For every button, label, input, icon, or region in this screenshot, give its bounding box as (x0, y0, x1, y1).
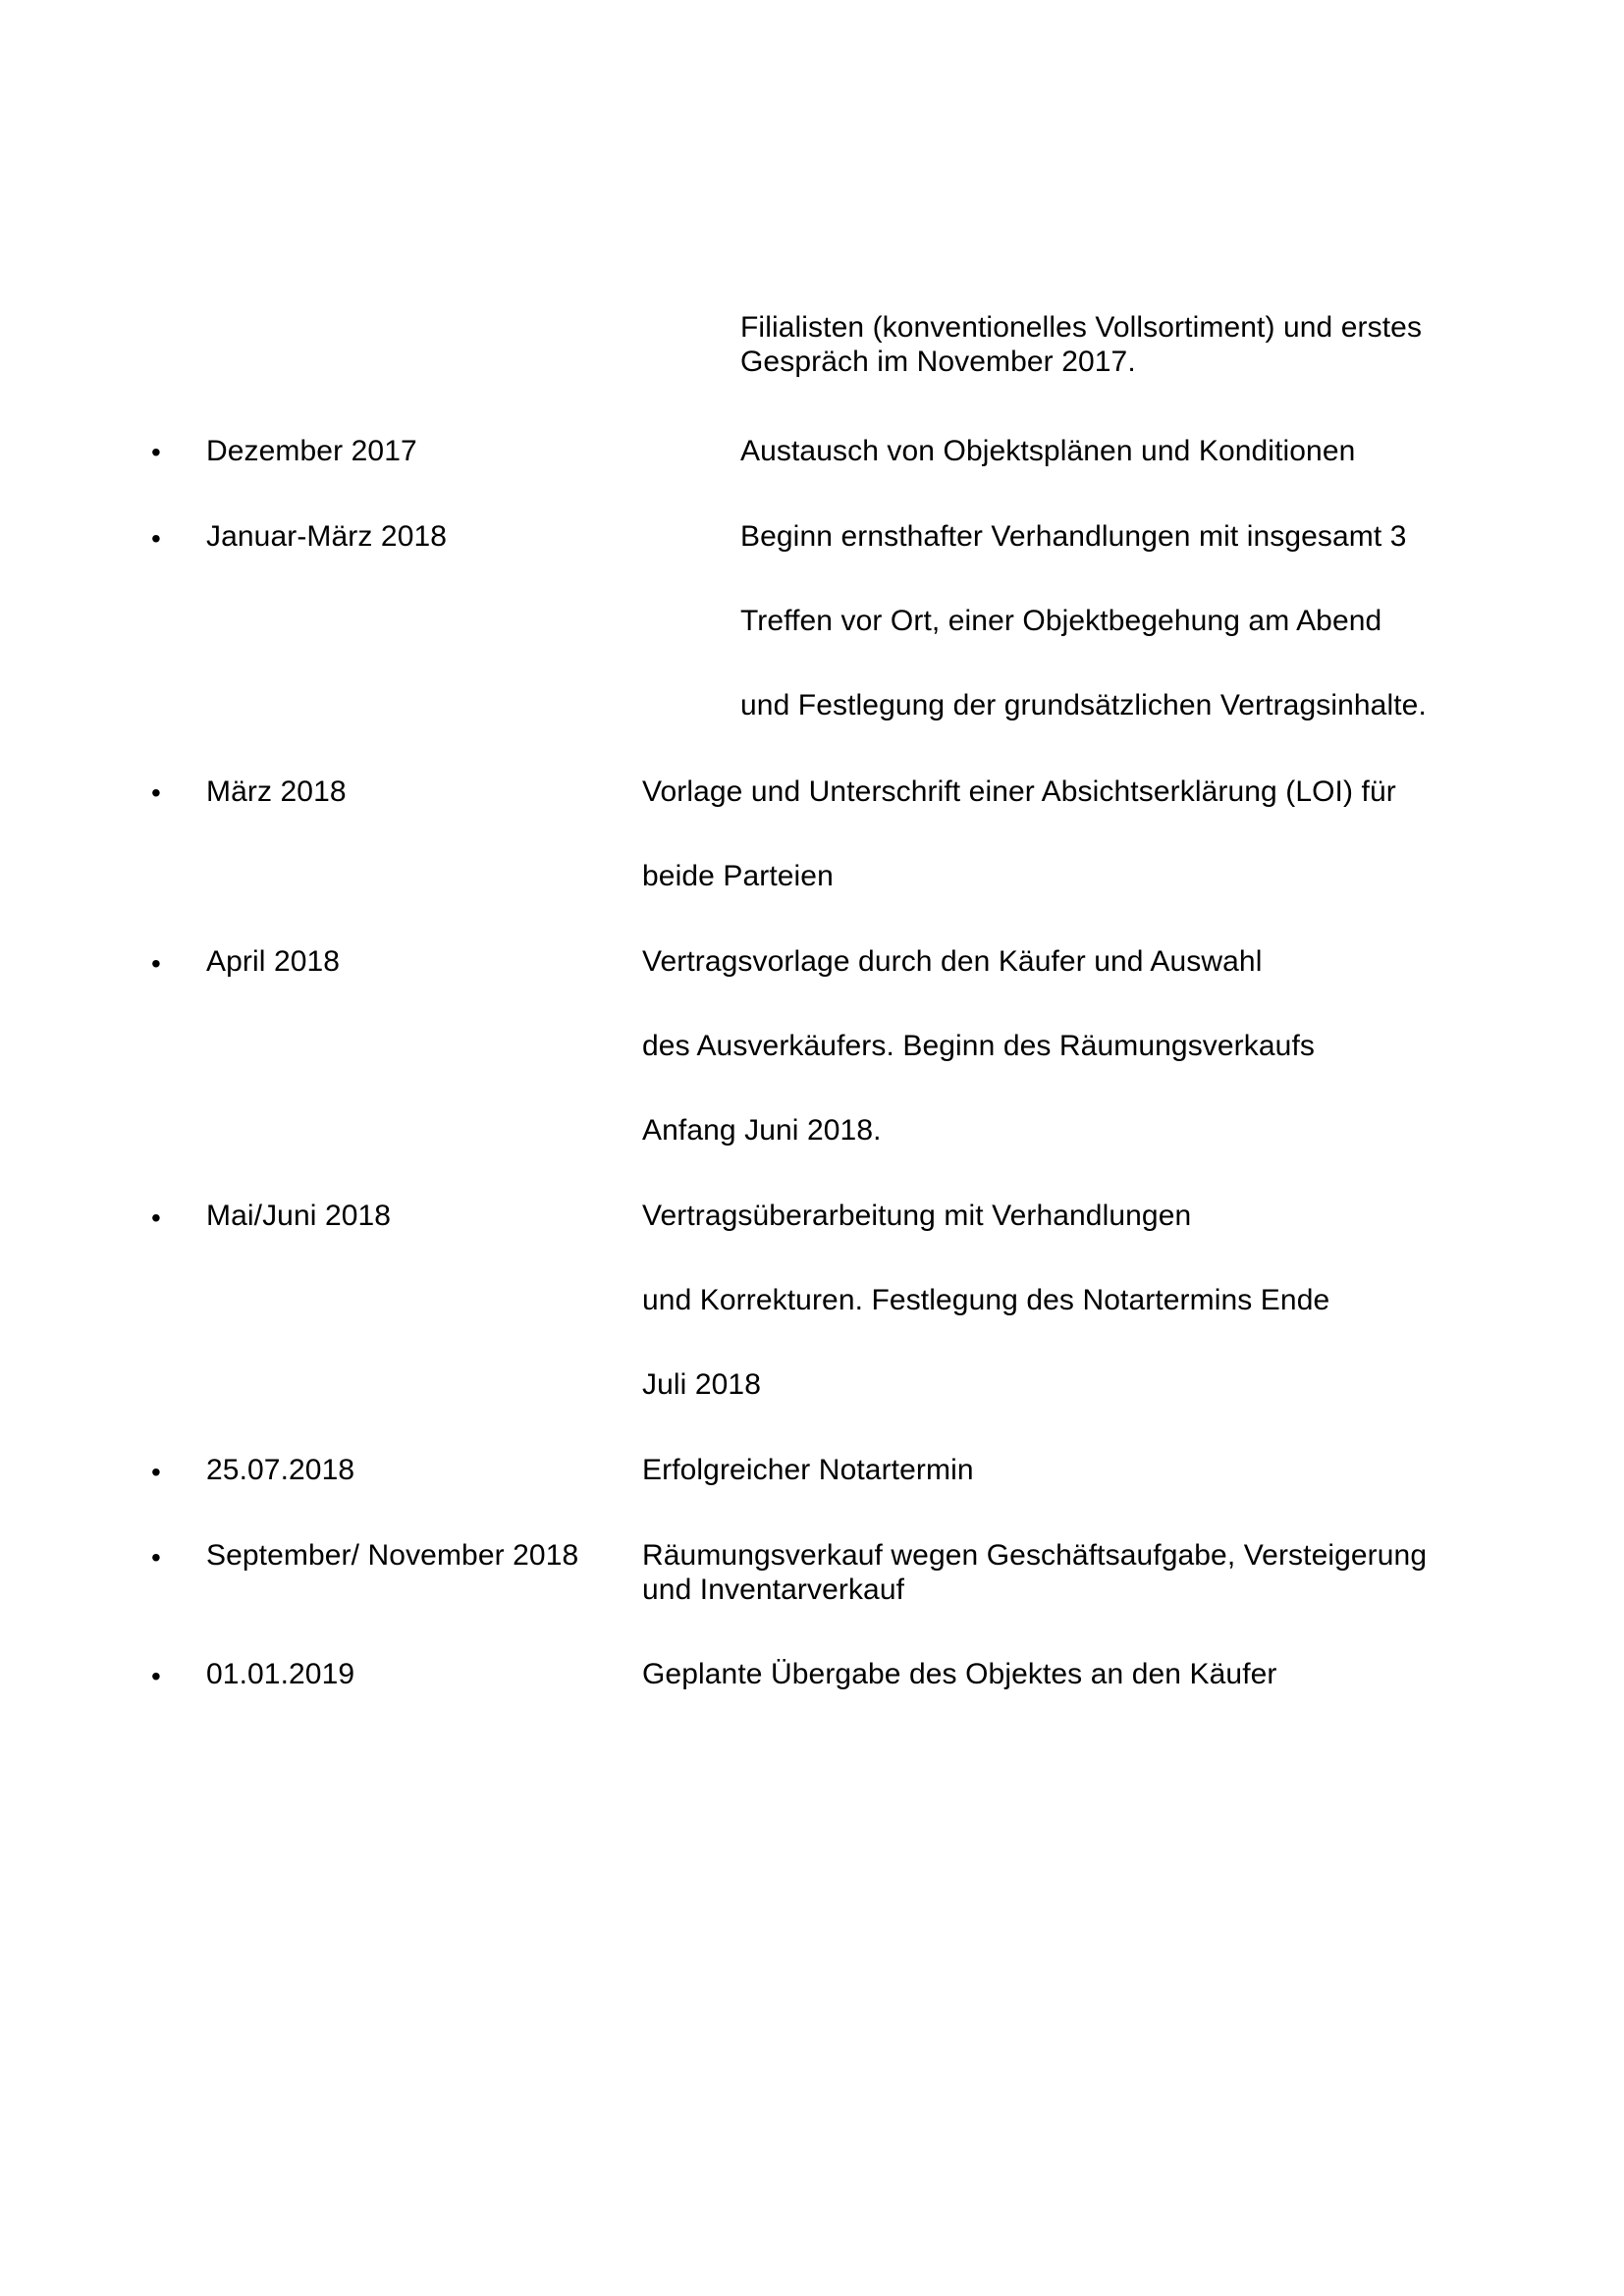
bullet-icon: • (151, 437, 161, 467)
bullet-icon: • (151, 1202, 161, 1233)
intro-line-1: Filialisten (konventionelles Vollsortiment) und erstes (740, 311, 1423, 344)
bullet-icon: • (151, 1457, 161, 1487)
entry-text-line: des Ausverkäufers. Beginn des Räumungsverkaufs (642, 1030, 1315, 1062)
bullet-icon: • (151, 523, 161, 554)
entry-text-line: und Inventarverkauf (642, 1574, 905, 1606)
bullet-icon: • (151, 1542, 161, 1573)
entry-text-line: Anfang Juni 2018. (642, 1114, 882, 1147)
entry-text-line: Juli 2018 (642, 1368, 761, 1401)
entry-text-line: Räumungsverkauf wegen Geschäftsaufgabe, Versteigerung (642, 1539, 1428, 1572)
entry-text-line: beide Parteien (642, 860, 834, 892)
entry-date: September/ November 2018 (206, 1539, 579, 1572)
entry-text-line: Vertragsvorlage durch den Käufer und Auswahl (642, 945, 1263, 978)
entry-date: Dezember 2017 (206, 435, 417, 467)
entry-date: März 2018 (206, 775, 347, 808)
entry-text-line: Beginn ernsthafter Verhandlungen mit insgesamt 3 (740, 520, 1407, 553)
bullet-icon: • (151, 777, 161, 808)
entry-date: Mai/Juni 2018 (206, 1200, 392, 1232)
entry-date: 01.01.2019 (206, 1658, 355, 1690)
entry-date: 25.07.2018 (206, 1454, 355, 1486)
entry-text-line: Erfolgreicher Notartermin (642, 1454, 974, 1486)
entry-text-line: Geplante Übergabe des Objektes an den Käufer (642, 1658, 1277, 1690)
entry-date: Januar-März 2018 (206, 520, 448, 553)
bullet-icon: • (151, 1661, 161, 1691)
entry-text-line: Austausch von Objektsplänen und Konditionen (740, 435, 1356, 467)
entry-text-line: Vorlage und Unterschrift einer Absichtserklärung (LOI) für (642, 775, 1396, 808)
intro-line-2: Gespräch im November 2017. (740, 346, 1136, 378)
bullet-icon: • (151, 948, 161, 979)
entry-text-line: und Festlegung der grundsätzlichen Vertragsinhalte. (740, 689, 1427, 721)
entry-text-line: Treffen vor Ort, einer Objektbegehung am Abend (740, 605, 1382, 637)
entry-text-line: und Korrekturen. Festlegung des Notartermins Ende (642, 1284, 1330, 1316)
entry-date: April 2018 (206, 945, 341, 978)
entry-text-line: Vertragsüberarbeitung mit Verhandlungen (642, 1200, 1192, 1232)
